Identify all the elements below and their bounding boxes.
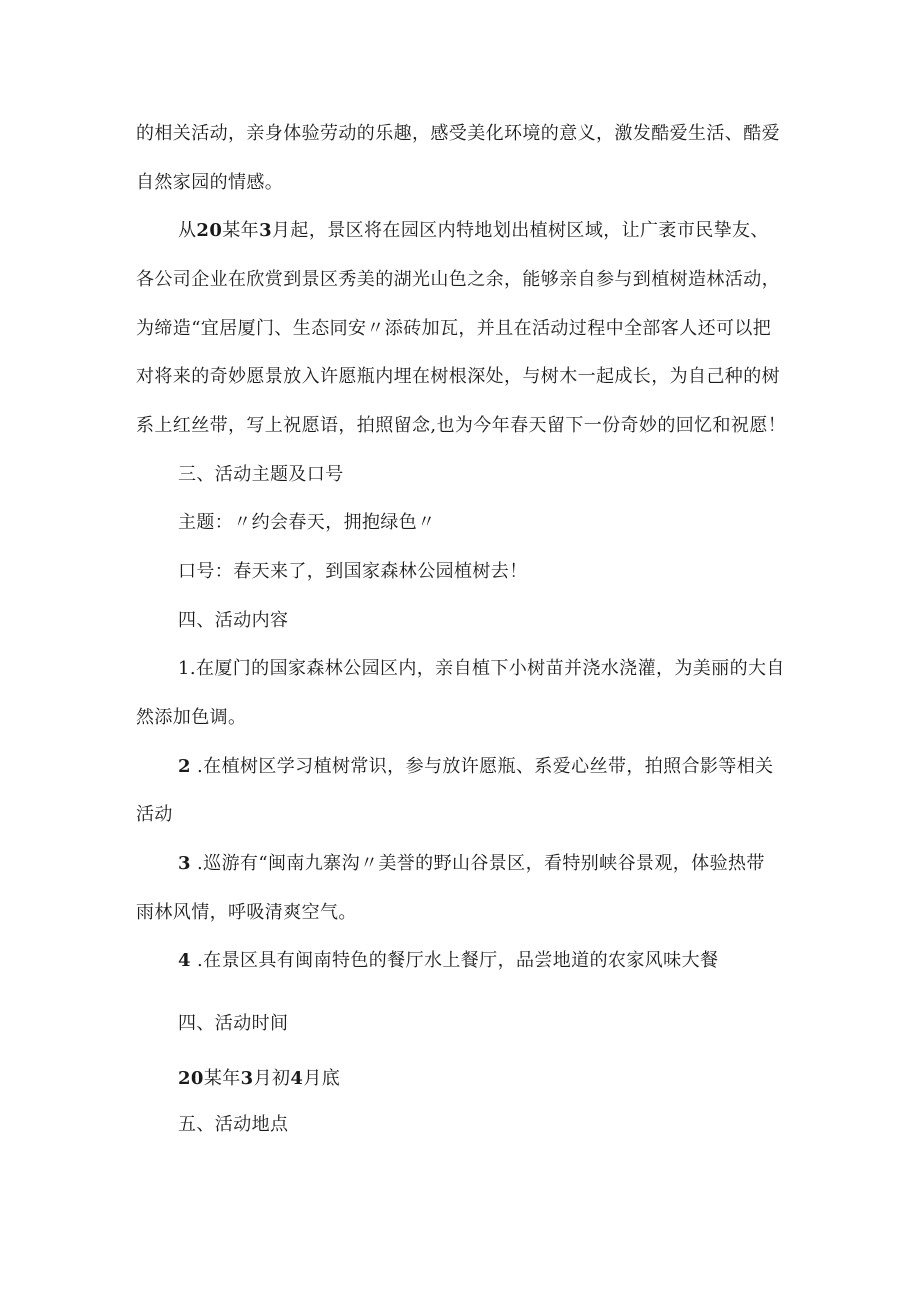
p2-year-num: 20 xyxy=(196,220,223,241)
item-4-line-1 xyxy=(178,949,718,973)
item-3-text: .巡游有“闽南九寨沟〃美誉的野山谷景区，看特别峡谷景观，体验热带 xyxy=(190,853,765,874)
paragraph-2-line-2: 各公司企业在欣赏到景区秀美的湖光山色之余，能够亲自参与到植树造林活动， xyxy=(136,269,780,290)
item-2-line-2: 活动 xyxy=(136,804,173,825)
time-year-text: 某年 xyxy=(203,1068,241,1089)
item-3-line-2: 雨林风情，呼吸清爽空气。 xyxy=(136,902,357,923)
heading-section-3: 三、活动主题及口号 xyxy=(178,464,344,485)
p2-month-num: 3 xyxy=(259,220,273,241)
item-1-line-1: 1.在厦门的国家森林公园区内，亲自植下小树苗并浇水浇灌，为美丽的大自 xyxy=(178,658,785,679)
item-2-line-1 xyxy=(178,755,774,779)
paragraph-2-line-4: 对将来的奇妙愿景放入许愿瓶内埋在树根深处，与树木一起成长，为自己种的树 xyxy=(136,366,780,387)
activity-time-value xyxy=(178,1067,340,1091)
paragraph-2-line-3: 为缔造“宜居厦门、生态同安〃添砖加瓦，并且在活动过程中全部客人还可以把 xyxy=(136,318,772,339)
time-start-text: 月初 xyxy=(253,1068,291,1089)
item-3-line-1 xyxy=(178,852,765,876)
p2-pre: 从 xyxy=(178,220,197,241)
item-4-text: .在景区具有闽南特色的餐厅水上餐厅，品尝地道的农家风味大餐 xyxy=(190,950,719,971)
p2-line1-rest: 月起，景区将在园区内特地划出植树区域，让广袤市民挚友、 xyxy=(272,220,769,241)
item-1-line-2: 然添加色调。 xyxy=(136,707,247,728)
item-3-number: 3 xyxy=(178,853,191,874)
time-end-month: 4 xyxy=(290,1068,304,1089)
paragraph-2-line-5: 系上红丝带，写上祝愿语，拍照留念,也为今年春天留下一份奇妙的回忆和祝愿！ xyxy=(136,415,787,436)
item-2-number: 2 xyxy=(178,756,191,777)
heading-activity-time: 四、活动时间 xyxy=(178,1013,289,1034)
time-start-month: 3 xyxy=(240,1068,254,1089)
slogan-line: 口号：春天来了，到国家森林公园植树去！ xyxy=(178,561,528,582)
paragraph-1-line-2: 自然家园的情感。 xyxy=(136,172,284,193)
heading-activity-place: 五、活动地点 xyxy=(178,1114,289,1135)
paragraph-2-line-1 xyxy=(178,219,769,243)
time-year-num: 20 xyxy=(178,1068,204,1089)
paragraph-1-line-1: 的相关活动，亲身体验劳动的乐趣，感受美化环境的意义，激发酷爱生活、酷爱 xyxy=(136,123,780,144)
p2-year-text: 某年 xyxy=(222,220,260,241)
item-4-number: 4 xyxy=(178,950,191,971)
item-2-text: .在植树区学习植树常识，参与放许愿瓶、系爱心丝带，拍照合影等相关 xyxy=(190,756,774,777)
time-end-text: 月底 xyxy=(303,1068,341,1089)
heading-section-4-content: 四、活动内容 xyxy=(178,610,289,631)
theme-line: 主题：〃约会春天，拥抱绿色〃 xyxy=(178,512,436,533)
